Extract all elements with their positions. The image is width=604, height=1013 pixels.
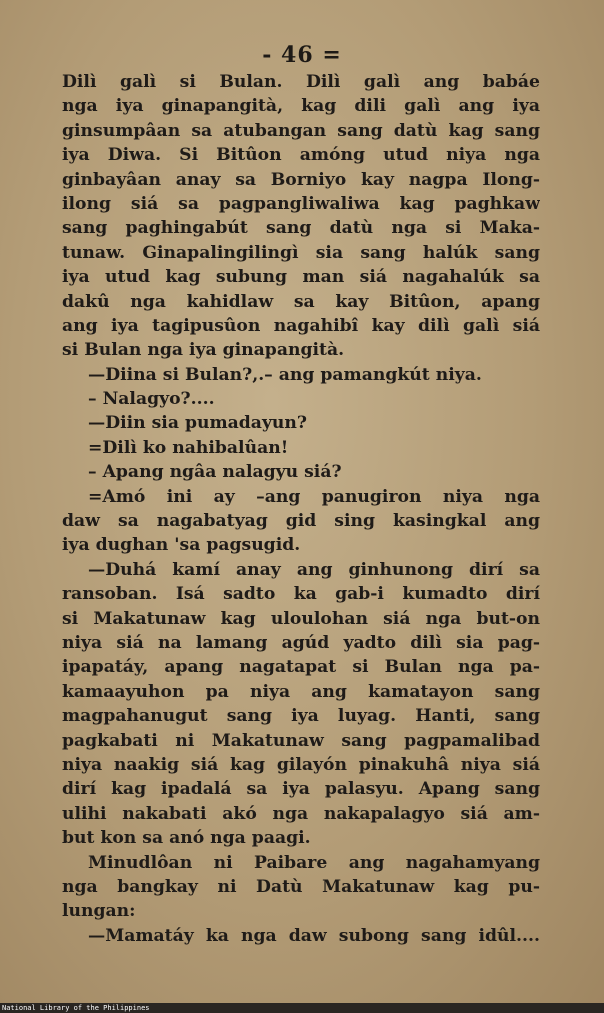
text-line: niya siá na lamang agúd yadto dilì sia pag- — [62, 632, 540, 653]
page-number: - 46 = — [262, 42, 342, 68]
text-line: ang iya tagipusûon nagahibî kay dilì galì siá — [62, 315, 540, 336]
text-line: ilong siá sa pagpangliwaliwa kag paghkaw — [62, 193, 540, 214]
dialogue-line: =Amó ini ay –ang panugiron niya nga — [88, 486, 540, 507]
dialogue-line: —Duhá kamí anay ang ginhunong dirí sa — [88, 559, 540, 580]
text-line: ulihi nakabati akó nga nakapalagyo siá am- — [62, 803, 540, 824]
text-line: dakû nga kahidlaw sa kay Bitûon, apang — [62, 291, 540, 312]
text-line: Minudlôan ni Paibare ang nagahamyang — [88, 852, 540, 873]
text-line: si Makatunaw kag uloulohan siá nga but-on — [62, 608, 540, 629]
text-line: pagkabati ni Makatunaw sang pagpamalibad — [62, 730, 540, 751]
text-line: nga iya ginapangità, kag dili galì ang iya — [62, 96, 540, 117]
text-line: ipapatáy, apang nagatapat si Bulan nga pa- — [62, 657, 540, 678]
dialogue-line: —Diina si Bulan?,.– ang pamangkút niya. — [88, 364, 482, 385]
text-line: Dilì galì si Bulan. Dilì galì ang babáe — [62, 72, 540, 92]
text-line: lungan: — [62, 901, 136, 922]
body-text — [62, 70, 540, 948]
dialogue-line: —Mamatáy ka nga daw subong sang idûl.... — [88, 925, 540, 946]
text-line: si Bulan nga iya ginapangità. — [62, 340, 345, 361]
text-line: ginbayâan anay sa Borniyo kay nagpa Ilong- — [62, 169, 540, 190]
source-footer: National Library of the Philippines — [2, 1004, 150, 1012]
text-line: ransoban. Isá sadto ka gab-i kumadto dirí — [62, 584, 540, 605]
text-line: dirí kag ipadalá sa iya palasyu. Apang sang — [62, 779, 540, 800]
dialogue-line: =Dilì ko nahibalûan! — [88, 437, 289, 458]
text-line: kamaayuhon pa niya ang kamatayon sang — [62, 681, 540, 702]
dialogue-line: – Apang ngâa nalagyu siá? — [88, 462, 342, 483]
text-line: sang paghingabút sang datù nga si Maka- — [62, 218, 540, 239]
text-line: nga bangkay ni Datù Makatunaw kag pu- — [62, 876, 540, 897]
text-line: iya utud kag subung man siá nagahalúk sa — [62, 267, 540, 288]
text-line: tunaw. Ginapalingilingì sia sang halúk sang — [62, 242, 540, 263]
text-line: ginsumpâan sa atubangan sang datù kag sang — [62, 120, 540, 141]
text-line: but kon sa anó nga paagi. — [62, 828, 311, 849]
text-line: niya naakig siá kag gilayón pinakuhâ niya siá — [62, 754, 540, 775]
dialogue-line: —Diin sia pumadayun? — [88, 413, 307, 434]
text-line: iya Diwa. Si Bitûon amóng utud niya nga — [62, 145, 540, 166]
text-line: magpahanugut sang iya luyag. Hanti, sang — [62, 706, 540, 727]
text-line: iya dughan 'sa pagsugid. — [62, 535, 301, 556]
text-line: daw sa nagabatyag gid sing kasingkal ang — [62, 511, 540, 532]
dialogue-line: – Nalagyo?.... — [88, 389, 215, 410]
